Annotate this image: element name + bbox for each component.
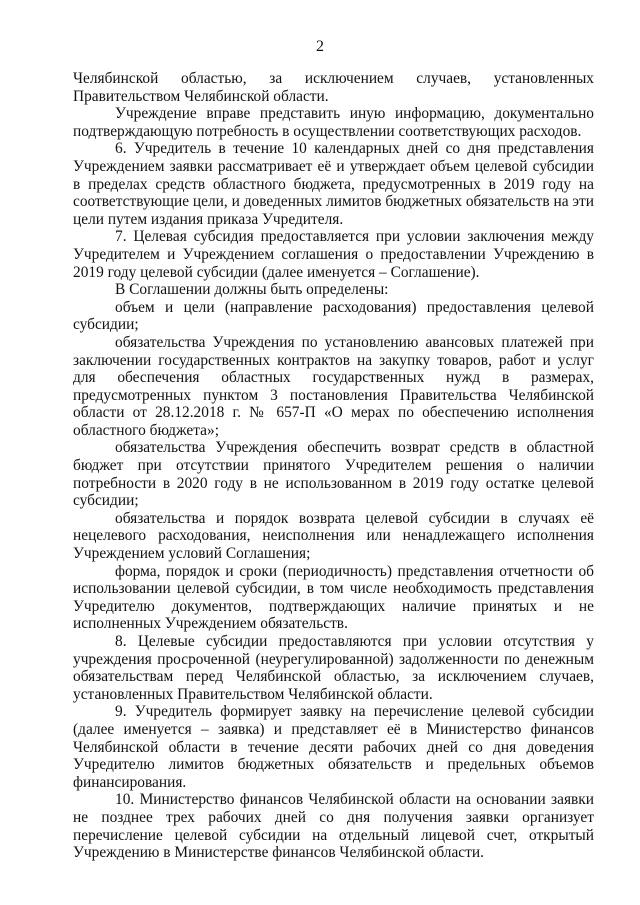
paragraph-item-7: 7. Целевая субсидия предоставляется при условии заключения между Учредителем и Учреждением соглашения о предоставлении Учреждению в 2019 году целевой субсидии (далее именуется – Соглашение). bbox=[73, 228, 594, 281]
paragraph-misuse-refund: обязательства и порядок возврата целевой субсидии в случаях её нецелевого расходования, неисполнения или ненадлежащего исполнения Учреждением условий Соглашения; bbox=[73, 509, 594, 563]
paragraph-item-9: 9. Учредитель формирует заявку на перечисление целевой субсидии (далее именуется – заявка) и представляет её в Министерство финансов Челябинской области в течение десяти рабочих дней со дня доведения Учредителю лимитов бюджетных обязательств и предельных объемов финансирования. bbox=[73, 703, 594, 791]
paragraph-reporting: форма, порядок и сроки (периодичность) представления отчетности об использовании целевой субсидии, в том числе необходимость представления Учредителю документов, подтверждающих наличие принятых и не исполненных Учреждением обязательств. bbox=[73, 562, 594, 633]
paragraph-agreement-intro: В Соглашении должны быть определены: bbox=[115, 281, 389, 299]
paragraph-item-8: 8. Целевые субсидии предоставляются при условии отсутствия у учреждения просроченной (неурегулированной) задолженности по денежным обязательствам перед Челябинской областью, за исключением случаев, установленных Правительством Челябинской области. bbox=[73, 633, 594, 703]
paragraph-item-10: 10. Министерство финансов Челябинской области на основании заявки не позднее трех рабочих дней со дня получения заявки организует перечисление целевой субсидии на отдельный лицевой счет, открытый Учреждению в Министерстве финансов Челябинской области. bbox=[73, 791, 594, 862]
paragraph-agreement-scope: объем и цели (направление расходования) предоставления целевой субсидии; bbox=[73, 298, 594, 334]
paragraph-refund-obligations: обязательства Учреждения обеспечить возврат средств в областной бюджет при отсутствии принятого Учредителем решения о наличии потребности в 2020 году в не использованном в 2019 году остатке целевой субсидии; bbox=[73, 439, 594, 510]
paragraph-advance-payments: обязательства Учреждения по установлению авансовых платежей при заключении государственных контрактов на закупку товаров, работ и услуг для обеспечения областных государственных нужд в размерах, предусмотренных пунктом 3 постановления Правительства Челябинской области от 28.12.2018 г. № 657-П «О мерах по обеспечению исполнения областного бюджета»; bbox=[73, 333, 594, 439]
page-number: 2 bbox=[316, 38, 324, 55]
paragraph-additional-info: Учреждение вправе представить иную информацию, документально подтверждающую потребность в осуществлении соответствующих расходов. bbox=[73, 105, 594, 140]
document-body bbox=[73, 70, 594, 862]
paragraph-item-6: 6. Учредитель в течение 10 календарных дней со дня представления Учреждением заявки рассматривает её и утверждает объем целевой субсидии в пределах средств областного бюджета, предусмотренных в 2019 году на соответствующие цели, и доведенных лимитов бюджетных обязательств на эти цели путем издания приказа Учредителя. bbox=[73, 140, 594, 228]
paragraph-continuation: Челябинской областью, за исключением случаев, установленных Правительством Челябинской области. bbox=[73, 70, 594, 105]
